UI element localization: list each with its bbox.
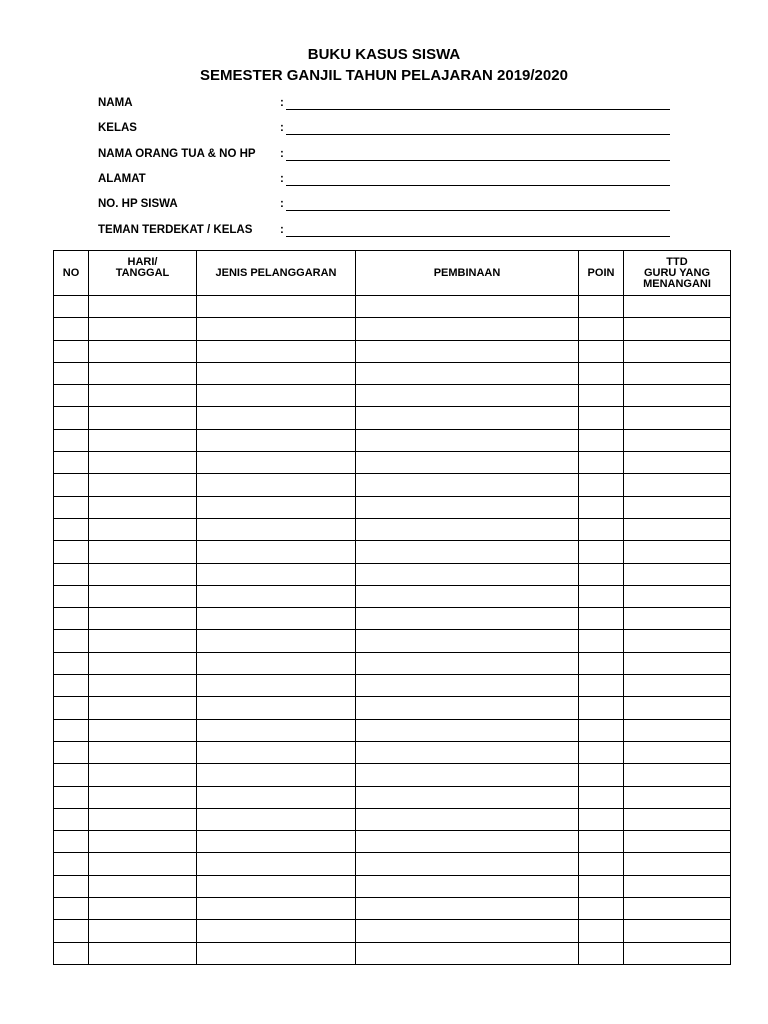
table-cell[interactable] (356, 786, 579, 808)
table-cell[interactable] (89, 898, 197, 920)
table-cell[interactable] (89, 831, 197, 853)
table-cell[interactable] (54, 585, 89, 607)
table-cell[interactable] (197, 318, 356, 340)
table-cell[interactable] (624, 541, 731, 563)
table-header-row (54, 251, 731, 296)
table-cell[interactable] (89, 541, 197, 563)
field-colon: : (280, 198, 284, 210)
table-cell[interactable] (54, 764, 89, 786)
table-cell[interactable] (579, 518, 624, 540)
table-cell[interactable] (624, 808, 731, 830)
table-cell[interactable] (197, 385, 356, 407)
table-cell[interactable] (197, 340, 356, 362)
table-cell[interactable] (356, 898, 579, 920)
field-input-line[interactable] (286, 236, 670, 237)
table-row (54, 898, 731, 920)
table-cell[interactable] (579, 764, 624, 786)
table-cell[interactable] (579, 808, 624, 830)
table-cell[interactable] (54, 942, 89, 964)
field-colon: : (280, 224, 284, 236)
table-row (54, 853, 731, 875)
table-cell[interactable] (54, 541, 89, 563)
page-subtitle: SEMESTER GANJIL TAHUN PELAJARAN 2019/2020 (200, 67, 568, 84)
col-header-no: NO (54, 251, 89, 296)
table-cell[interactable] (624, 608, 731, 630)
table-cell[interactable] (624, 764, 731, 786)
table-cell[interactable] (197, 608, 356, 630)
table-cell[interactable] (197, 496, 356, 518)
table-cell[interactable] (356, 853, 579, 875)
table-cell[interactable] (579, 452, 624, 474)
table-cell[interactable] (197, 585, 356, 607)
table-cell[interactable] (197, 697, 356, 719)
table-cell[interactable] (54, 875, 89, 897)
table-cell[interactable] (356, 385, 579, 407)
table-cell[interactable] (579, 652, 624, 674)
table-cell[interactable] (54, 808, 89, 830)
table-cell[interactable] (54, 474, 89, 496)
case-table (53, 250, 731, 965)
table-cell[interactable] (624, 652, 731, 674)
table-cell[interactable] (89, 407, 197, 429)
table-cell[interactable] (579, 429, 624, 451)
table-cell[interactable] (356, 585, 579, 607)
table-row (54, 831, 731, 853)
table-cell[interactable] (54, 898, 89, 920)
table-row (54, 585, 731, 607)
table-cell[interactable] (89, 630, 197, 652)
table-cell[interactable] (197, 541, 356, 563)
table-cell[interactable] (579, 474, 624, 496)
table-cell[interactable] (197, 429, 356, 451)
field-colon: : (280, 97, 284, 109)
table-cell[interactable] (356, 608, 579, 630)
table-cell[interactable] (54, 719, 89, 741)
table-cell[interactable] (579, 630, 624, 652)
table-cell[interactable] (89, 474, 197, 496)
table-cell[interactable] (356, 808, 579, 830)
table-row (54, 697, 731, 719)
table-cell[interactable] (89, 429, 197, 451)
table-cell[interactable] (356, 318, 579, 340)
table-cell[interactable] (54, 429, 89, 451)
table-row (54, 741, 731, 763)
table-cell[interactable] (579, 585, 624, 607)
table-cell[interactable] (579, 920, 624, 942)
table-cell[interactable] (197, 563, 356, 585)
table-row (54, 452, 731, 474)
table-cell[interactable] (197, 407, 356, 429)
table-cell[interactable] (624, 875, 731, 897)
table-cell[interactable] (624, 474, 731, 496)
table-cell[interactable] (197, 920, 356, 942)
table-cell[interactable] (54, 741, 89, 763)
table-cell[interactable] (624, 496, 731, 518)
table-row (54, 407, 731, 429)
table-cell[interactable] (624, 630, 731, 652)
table-cell[interactable] (356, 764, 579, 786)
table-cell[interactable] (356, 563, 579, 585)
table-row (54, 385, 731, 407)
table-cell[interactable] (356, 741, 579, 763)
table-cell[interactable] (89, 518, 197, 540)
table-cell[interactable] (624, 920, 731, 942)
table-cell[interactable] (579, 407, 624, 429)
table-cell[interactable] (197, 831, 356, 853)
table-cell[interactable] (579, 942, 624, 964)
field-colon: : (280, 148, 284, 160)
table-cell[interactable] (197, 898, 356, 920)
table-cell[interactable] (579, 608, 624, 630)
field-label: NO. HP SISWA (98, 198, 178, 210)
table-row (54, 719, 731, 741)
table-cell[interactable] (356, 630, 579, 652)
table-cell[interactable] (356, 719, 579, 741)
field-input-line[interactable] (286, 134, 670, 135)
table-row (54, 429, 731, 451)
table-cell[interactable] (54, 652, 89, 674)
table-row (54, 518, 731, 540)
table-cell[interactable] (579, 719, 624, 741)
table-cell[interactable] (54, 630, 89, 652)
table-cell[interactable] (579, 875, 624, 897)
table-cell[interactable] (89, 496, 197, 518)
col-header-ttd: TTD GURU YANG MENANGANI (624, 251, 731, 296)
table-cell[interactable] (54, 385, 89, 407)
table-cell[interactable] (356, 652, 579, 674)
table-cell[interactable] (624, 942, 731, 964)
table-cell[interactable] (624, 407, 731, 429)
table-cell[interactable] (579, 563, 624, 585)
table-cell[interactable] (624, 318, 731, 340)
table-cell[interactable] (54, 362, 89, 384)
table-cell[interactable] (89, 652, 197, 674)
table-cell[interactable] (624, 362, 731, 384)
table-cell[interactable] (89, 296, 197, 318)
field-label: NAMA ORANG TUA & NO HP (98, 148, 256, 160)
table-cell[interactable] (89, 585, 197, 607)
table-cell[interactable] (197, 741, 356, 763)
table-cell[interactable] (624, 518, 731, 540)
table-cell[interactable] (356, 920, 579, 942)
table-cell[interactable] (89, 875, 197, 897)
table-row (54, 652, 731, 674)
table-cell[interactable] (89, 697, 197, 719)
table-row (54, 563, 731, 585)
col-header-pembinaan: PEMBINAAN (356, 251, 579, 296)
table-row (54, 764, 731, 786)
table-cell[interactable] (624, 741, 731, 763)
table-body (54, 296, 731, 965)
table-row (54, 496, 731, 518)
table-cell[interactable] (197, 853, 356, 875)
table-cell[interactable] (356, 518, 579, 540)
table-cell[interactable] (197, 474, 356, 496)
table-cell[interactable] (579, 898, 624, 920)
table-cell[interactable] (197, 296, 356, 318)
col-header-hari-tanggal: HARI/ TANGGAL (89, 251, 197, 296)
table-cell[interactable] (54, 452, 89, 474)
field-label: TEMAN TERDEKAT / KELAS (98, 224, 253, 236)
table-cell[interactable] (579, 853, 624, 875)
table-cell[interactable] (356, 340, 579, 362)
table-cell[interactable] (579, 496, 624, 518)
table-cell[interactable] (89, 808, 197, 830)
table-cell[interactable] (89, 853, 197, 875)
table-cell[interactable] (624, 675, 731, 697)
table-cell[interactable] (579, 831, 624, 853)
field-label: KELAS (98, 122, 137, 134)
table-cell[interactable] (89, 764, 197, 786)
table-cell[interactable] (356, 942, 579, 964)
table-cell[interactable] (89, 563, 197, 585)
table-cell[interactable] (89, 719, 197, 741)
table-cell[interactable] (356, 452, 579, 474)
table-cell[interactable] (54, 675, 89, 697)
table-row (54, 608, 731, 630)
table-cell[interactable] (197, 362, 356, 384)
table-cell[interactable] (197, 808, 356, 830)
table-cell[interactable] (54, 407, 89, 429)
table-cell[interactable] (54, 920, 89, 942)
table-cell[interactable] (579, 385, 624, 407)
table-cell[interactable] (197, 942, 356, 964)
table-cell[interactable] (54, 296, 89, 318)
field-colon: : (280, 122, 284, 134)
table-cell[interactable] (54, 786, 89, 808)
table-cell[interactable] (356, 474, 579, 496)
table-cell[interactable] (579, 340, 624, 362)
table-row (54, 296, 731, 318)
table-cell[interactable] (356, 429, 579, 451)
table-row (54, 474, 731, 496)
table-cell[interactable] (54, 831, 89, 853)
table-cell[interactable] (89, 362, 197, 384)
table-cell[interactable] (54, 318, 89, 340)
table-cell[interactable] (356, 675, 579, 697)
table-cell[interactable] (624, 853, 731, 875)
table-cell[interactable] (89, 920, 197, 942)
table-cell[interactable] (89, 741, 197, 763)
table-cell[interactable] (54, 853, 89, 875)
table-row (54, 362, 731, 384)
table-row (54, 541, 731, 563)
page-title: BUKU KASUS SISWA (307, 46, 461, 63)
table-row (54, 340, 731, 362)
table-cell[interactable] (579, 318, 624, 340)
table-cell[interactable] (356, 496, 579, 518)
table-cell[interactable] (197, 875, 356, 897)
table-cell[interactable] (624, 340, 731, 362)
table-cell[interactable] (54, 563, 89, 585)
table-cell[interactable] (579, 786, 624, 808)
table-row (54, 942, 731, 964)
table-cell[interactable] (54, 340, 89, 362)
table-cell[interactable] (356, 697, 579, 719)
table-cell[interactable] (197, 786, 356, 808)
table-cell[interactable] (89, 318, 197, 340)
table-row (54, 808, 731, 830)
table-cell[interactable] (89, 340, 197, 362)
table-cell[interactable] (624, 429, 731, 451)
table-cell[interactable] (197, 452, 356, 474)
table-row (54, 920, 731, 942)
table-cell[interactable] (624, 585, 731, 607)
table-cell[interactable] (624, 697, 731, 719)
table-cell[interactable] (356, 362, 579, 384)
field-input-line[interactable] (286, 185, 670, 186)
field-input-line[interactable] (286, 210, 670, 211)
table-cell[interactable] (54, 608, 89, 630)
table-cell[interactable] (624, 452, 731, 474)
table-cell[interactable] (89, 786, 197, 808)
table-cell[interactable] (197, 652, 356, 674)
table-cell[interactable] (54, 697, 89, 719)
col-header-jenis-pelanggaran: JENIS PELANGGARAN (197, 251, 356, 296)
table-cell[interactable] (197, 518, 356, 540)
table-cell[interactable] (197, 719, 356, 741)
table-cell[interactable] (579, 296, 624, 318)
table-cell[interactable] (197, 764, 356, 786)
table-cell[interactable] (54, 518, 89, 540)
table-cell[interactable] (356, 541, 579, 563)
table-cell[interactable] (579, 697, 624, 719)
table-cell[interactable] (624, 831, 731, 853)
table-row (54, 875, 731, 897)
table-cell[interactable] (579, 541, 624, 563)
table-cell[interactable] (356, 831, 579, 853)
table-cell[interactable] (356, 296, 579, 318)
table-cell[interactable] (624, 898, 731, 920)
table-cell[interactable] (89, 608, 197, 630)
col-header-poin: POIN (579, 251, 624, 296)
table-row (54, 786, 731, 808)
table-cell[interactable] (197, 630, 356, 652)
table-cell[interactable] (579, 362, 624, 384)
table-cell[interactable] (624, 563, 731, 585)
field-colon: : (280, 173, 284, 185)
field-label: NAMA (98, 97, 133, 109)
table-cell[interactable] (54, 496, 89, 518)
table-cell[interactable] (624, 296, 731, 318)
table-cell[interactable] (89, 452, 197, 474)
table-cell[interactable] (89, 675, 197, 697)
table-cell[interactable] (89, 385, 197, 407)
table-cell[interactable] (624, 385, 731, 407)
table-cell[interactable] (624, 786, 731, 808)
table-row (54, 318, 731, 340)
field-label: ALAMAT (98, 173, 146, 185)
table-cell[interactable] (356, 875, 579, 897)
table-row (54, 630, 731, 652)
table-cell[interactable] (197, 675, 356, 697)
table-row (54, 675, 731, 697)
table-cell[interactable] (624, 719, 731, 741)
table-cell[interactable] (356, 407, 579, 429)
field-input-line[interactable] (286, 160, 670, 161)
table-cell[interactable] (579, 675, 624, 697)
table-cell[interactable] (579, 741, 624, 763)
field-input-line[interactable] (286, 109, 670, 110)
table-cell[interactable] (89, 942, 197, 964)
